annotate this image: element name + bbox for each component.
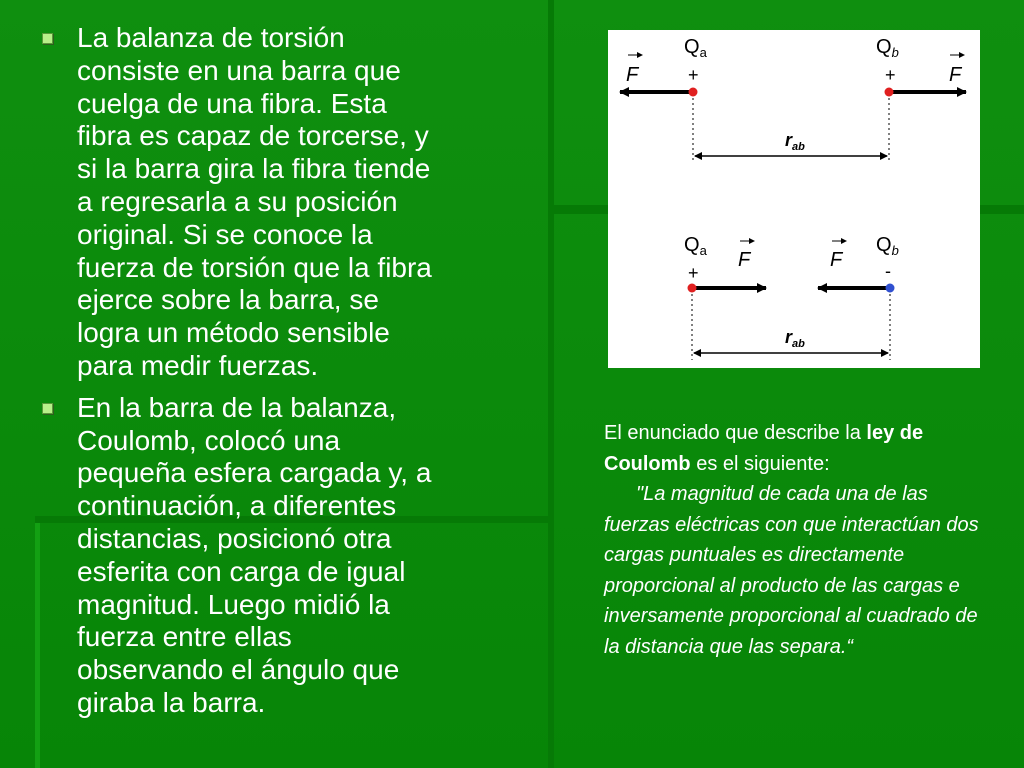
text-line: La balanza de torsión [77,22,345,53]
charge-b-dot [886,284,895,293]
charge-a-dot [689,88,698,97]
text-line: continuación, a diferentes [77,490,397,522]
distance-label: $r_{ab}$ [785,130,805,153]
text-line: ejerce sobre la barra, se [77,284,379,316]
caption-law-name: ley de Coulomb [604,422,924,475]
bottom-configuration [684,234,899,360]
text-line: a regresarla a su posición [77,185,398,217]
text-line: si la barra gira la fibra tiende [77,153,431,185]
text-line: Coulomb, colocó una [77,424,341,456]
text-line: esferita con carga de igual [77,555,406,587]
caption-intro [604,418,989,479]
text-line: consiste en una barra que [77,54,401,86]
charge-a-label: $Q_a$ [684,234,707,258]
caption-intro-end: es el siguiente: [690,452,830,475]
background-stripe [548,0,554,768]
charge-a-sign: + [688,65,699,85]
text-line: distancias, posicionó otra [77,522,392,554]
text-line: fuerza entre ellas [77,621,292,653]
charge-b-label: $Q_b$ [876,36,899,60]
text-line: fuerza de torsión que la fibra [77,251,432,283]
text-line: para medir fuerzas. [77,349,319,381]
charge-a-sign: + [688,263,699,283]
force-left-label: F [626,64,639,86]
bullet-text [77,22,530,383]
coulomb-law-caption [604,418,989,662]
text-line: original. Si se conoce la [77,218,373,250]
charge-b-sign: - [885,261,891,281]
text-line: logra un método sensible [77,317,390,349]
coulomb-force-diagram [608,30,980,368]
caption-intro-text: El enunciado que describe la [604,422,867,444]
force-right-label: F [949,64,962,86]
square-bullet-icon [42,403,53,414]
charge-a-label: $Q_a$ [684,36,707,60]
charge-b-label: $Q_b$ [876,234,899,258]
text-line: fibra es capaz de torcerse, y [77,120,429,152]
bullet-text [77,392,530,720]
force-on-a-label: F [738,249,751,271]
caption-quote: "La magnitud de cada una de las fuerzas eléctricas con que interactúan dos cargas puntuales es directamente proporcional al producto de las cargas e inversamente proporcional al cuadrado de la distancia que las separa.“ [604,483,979,658]
top-configuration [620,36,966,162]
square-bullet-icon [42,33,53,44]
charge-b-sign: + [885,65,896,85]
bullet-list [40,22,530,729]
text-line: observando el ángulo que [77,654,400,686]
distance-label: $r_{ab}$ [785,327,805,350]
charge-b-dot [885,88,894,97]
text-line: magnitud. Luego midió la [77,588,390,620]
text-line: giraba la barra. [77,686,266,718]
bullet-item [40,392,530,720]
text-line: En la barra de la balanza, [77,391,397,423]
text-line: cuelga de una fibra. Esta [77,87,387,119]
charge-a-dot [688,284,697,293]
text-line: pequeña esfera cargada y, a [77,457,432,489]
force-on-b-label: F [830,249,843,271]
bullet-item [40,22,530,383]
